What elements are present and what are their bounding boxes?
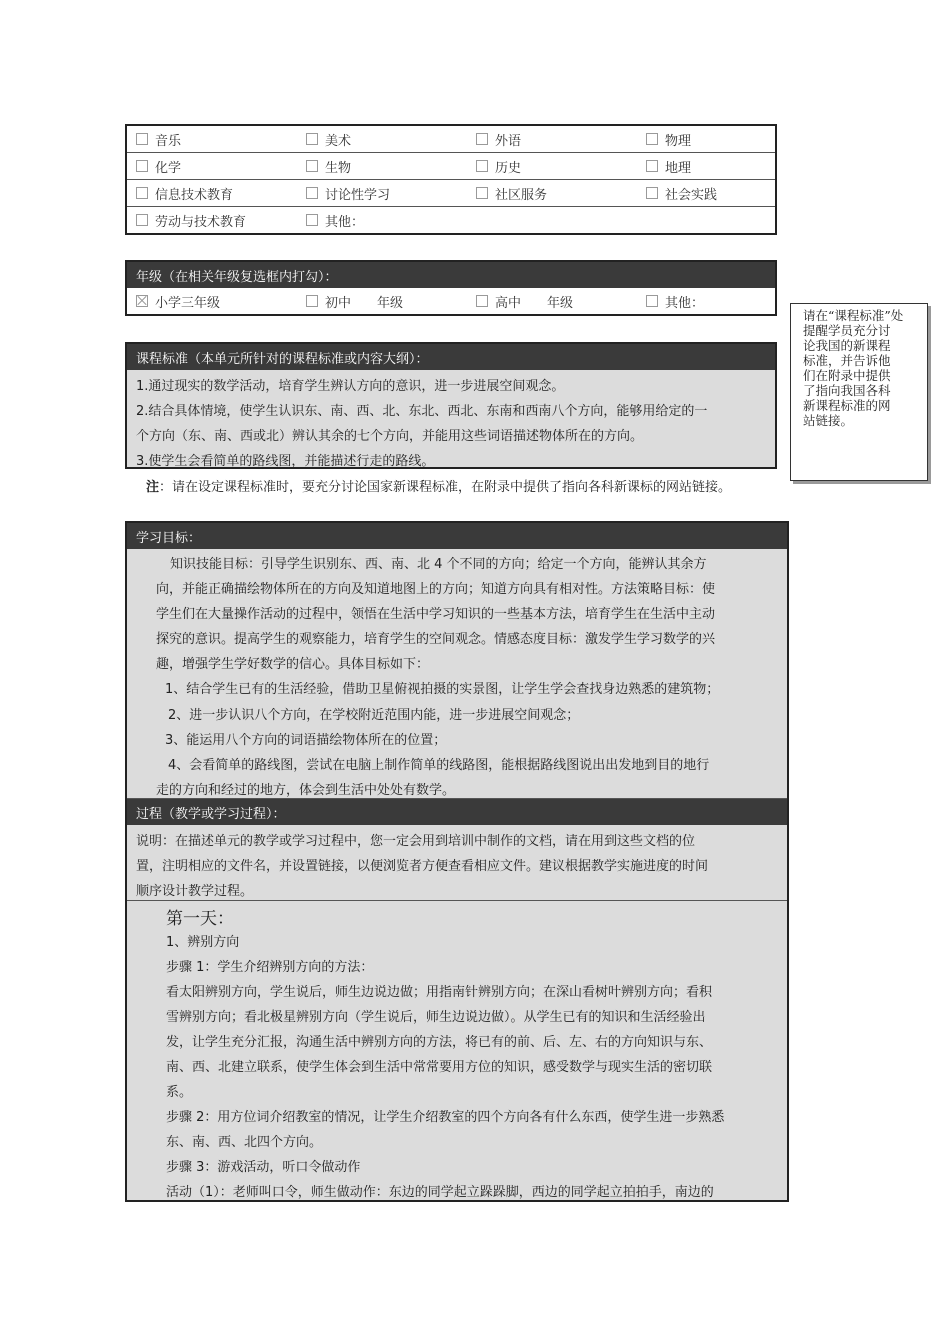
checkbox-icon[interactable] xyxy=(476,133,488,145)
subject-option[interactable] xyxy=(136,207,246,233)
subject-label: 劳动与技术教育 xyxy=(155,214,247,230)
subject-option[interactable] xyxy=(306,126,351,152)
note-label: 注 xyxy=(146,480,160,495)
checkbox-icon[interactable] xyxy=(306,133,318,145)
objectives-header: 学习目标： xyxy=(127,523,787,549)
subject-label: 物理 xyxy=(665,133,692,149)
process-line: 南、西、北建立联系，使学生体会到生活中常常要用方位的知识，感受数学与现实生活的密切联 xyxy=(166,1060,713,1075)
callout-line: 请在“课程标准”处 xyxy=(803,308,904,323)
subject-row xyxy=(127,207,775,234)
callout-line: 了指向我国各科 xyxy=(803,383,891,398)
standard-line: 个方向（东、南、西或北）辨认其余的七个方向，并能用这些词语描述物体所在的方向。 xyxy=(136,429,644,444)
process-line: 雪辨别方向；看北极星辨别方向（学生说后，师生边说边做）。从学生已有的知识和生活经验出 xyxy=(166,1010,706,1025)
objective-line: 探究的意识。提高学生的观察能力，培育学生的空间观念。情感态度目标：激发学生学习数学的兴 xyxy=(156,632,716,647)
subject-label: 生物 xyxy=(325,160,352,176)
process-line: 步骤 3：游戏活动，听口令做动作 xyxy=(166,1160,361,1175)
subject-option[interactable] xyxy=(476,153,521,179)
main-table xyxy=(125,521,789,1202)
process-line: 1、辨别方向 xyxy=(166,935,240,950)
process-header: 过程（教学或学习过程）： xyxy=(127,799,787,825)
subject-option[interactable] xyxy=(476,126,521,152)
objective-line: 2、进一步认识八个方向，在学校附近范围内能，进一步进展空间观念； xyxy=(168,708,580,723)
process-desc-line: 置，注明相应的文件名，并设置链接，以便浏览者方便查看相应文件。建议根据教学实施进度的时间 xyxy=(136,859,709,874)
checked-box-icon[interactable] xyxy=(136,295,148,307)
checkbox-icon[interactable] xyxy=(476,187,488,199)
standard-table xyxy=(125,342,777,469)
checkbox-icon[interactable] xyxy=(136,214,148,226)
checkbox-icon[interactable] xyxy=(306,160,318,172)
objective-line: 向，并能正确描绘物体所在的方向及知道地图上的方向；知道方向具有相对性。方法策略目标：使 xyxy=(156,582,716,597)
checkbox-icon[interactable] xyxy=(646,187,658,199)
grade-label: 初中 年级 xyxy=(325,295,404,311)
note-text: ：请在设定课程标准时，要充分讨论国家新课程标准，在附录中提供了指向各科新课标的网站链接。 xyxy=(159,480,732,495)
grade-option[interactable] xyxy=(136,288,220,314)
checkbox-icon[interactable] xyxy=(306,214,318,226)
objective-line: 学生们在大量操作活动的过程中，领悟在生活中学习知识的一些基本方法，培育学生在生活中主动 xyxy=(156,607,716,622)
subject-option[interactable] xyxy=(306,207,364,233)
process-line: 看太阳辨别方向，学生说后，师生边说边做；用指南针辨别方向；在深山看树叶辨别方向；看积 xyxy=(166,985,713,1000)
checkbox-icon[interactable] xyxy=(136,160,148,172)
grade-table xyxy=(125,260,777,316)
objective-line: 走的方向和经过的地方，体会到生活中处处有数学。 xyxy=(156,783,456,798)
process-line: 步骤 2：用方位词介绍教室的情况，让学生介绍教室的四个方向各有什么东西，使学生进一步熟悉 xyxy=(166,1110,725,1125)
subject-option[interactable] xyxy=(136,180,233,206)
process-line: 系。 xyxy=(166,1085,193,1100)
objective-line: 趣，增强学生学好数学的信心。具体目标如下： xyxy=(156,657,430,672)
grade-label: 小学三年级 xyxy=(155,295,221,311)
callout-line: 论我国的新课程 xyxy=(803,338,891,353)
subject-row xyxy=(127,126,775,153)
process-description xyxy=(127,825,787,901)
subject-row xyxy=(127,180,775,207)
objective-line: 1、结合学生已有的生活经验，借助卫星俯视拍摄的实景图，让学生学会查找身边熟悉的建筑物； xyxy=(165,682,720,697)
checkbox-icon[interactable] xyxy=(476,160,488,172)
checkbox-icon[interactable] xyxy=(306,295,318,307)
standard-note xyxy=(146,476,731,495)
process-line: 发，让学生充分汇报，沟通生活中辨别方向的方法，将已有的前、后、左、右的方向知识与东、 xyxy=(166,1035,713,1050)
subject-label: 社区服务 xyxy=(495,187,548,203)
standard-line: 2.结合具体情境，使学生认识东、南、西、北、东北、西北、东南和西南八个方向，能够用给定的一 xyxy=(136,404,708,419)
subject-label: 讨论性学习 xyxy=(325,187,391,203)
callout-line: 标准，并告诉他 xyxy=(803,353,891,368)
subject-option[interactable] xyxy=(646,126,691,152)
callout-line: 新课程标准的网 xyxy=(803,398,891,413)
objective-line: 知识技能目标：引导学生识别东、西、南、北 4 个不同的方向；给定一个方向，能辨认其余方 xyxy=(170,557,707,572)
checkbox-icon[interactable] xyxy=(646,160,658,172)
reminder-callout xyxy=(790,303,928,481)
grade-row xyxy=(127,288,775,314)
grade-option[interactable] xyxy=(476,288,573,314)
subject-label: 美术 xyxy=(325,133,352,149)
standard-line: 1.通过现实的数学活动，培育学生辨认方向的意识，进一步进展空间观念。 xyxy=(136,379,565,394)
checkbox-icon[interactable] xyxy=(136,133,148,145)
grade-label: 高中 年级 xyxy=(495,295,574,311)
grade-option[interactable] xyxy=(646,288,704,314)
subject-option[interactable] xyxy=(306,180,390,206)
process-line: 东、南、西、北四个方向。 xyxy=(166,1135,323,1150)
subject-label: 信息技术教育 xyxy=(155,187,234,203)
checkbox-icon[interactable] xyxy=(306,187,318,199)
objectives-body xyxy=(127,549,787,799)
grade-header: 年级（在相关年级复选框内打勾）： xyxy=(127,262,775,288)
subject-label: 化学 xyxy=(155,160,182,176)
objective-line: 3、能运用八个方向的词语描绘物体所在的位置； xyxy=(165,733,447,748)
subject-option[interactable] xyxy=(646,180,717,206)
subject-option[interactable] xyxy=(136,153,181,179)
callout-line: 们在附录中提供 xyxy=(803,368,891,383)
subject-label: 外语 xyxy=(495,133,522,149)
subject-label: 社会实践 xyxy=(665,187,718,203)
subject-row xyxy=(127,153,775,180)
checkbox-icon[interactable] xyxy=(646,133,658,145)
subject-option[interactable] xyxy=(136,126,181,152)
subject-option[interactable] xyxy=(646,153,691,179)
checkbox-icon[interactable] xyxy=(136,187,148,199)
process-desc-line: 说明：在描述单元的教学或学习过程中，您一定会用到培训中制作的文档，请在用到这些文档的位 xyxy=(136,834,696,849)
callout-line: 站链接。 xyxy=(803,413,854,428)
grade-option[interactable] xyxy=(306,288,403,314)
subject-label: 地理 xyxy=(665,160,692,176)
subject-label: 历史 xyxy=(495,160,522,176)
subject-option[interactable] xyxy=(476,180,547,206)
grade-label: 其他： xyxy=(665,295,705,311)
standard-header: 课程标准（本单元所针对的课程标准或内容大纲）： xyxy=(127,344,775,370)
checkbox-icon[interactable] xyxy=(476,295,488,307)
subject-label: 音乐 xyxy=(155,133,182,149)
standard-line: 3.使学生会看简单的路线图，并能描述行走的路线。 xyxy=(136,454,435,469)
process-desc-line: 顺序设计教学过程。 xyxy=(136,884,254,899)
subject-table xyxy=(125,124,777,235)
callout-line: 提醒学员充分讨 xyxy=(803,323,891,338)
day-title: 第一天： xyxy=(166,909,234,929)
objective-line: 4、会看简单的路线图，尝试在电脑上制作简单的线路图，能根据路线图说出出发地到目的地行 xyxy=(168,758,710,773)
process-line: 活动（1）：老师叫口令，师生做动作：东边的同学起立跺跺脚，西边的同学起立拍拍手，南边的 xyxy=(166,1185,714,1200)
process-line: 步骤 1：学生介绍辨别方向的方法： xyxy=(166,960,374,975)
process-body xyxy=(127,901,787,1200)
checkbox-icon[interactable] xyxy=(646,295,658,307)
subject-option[interactable] xyxy=(306,153,351,179)
subject-label: 其他： xyxy=(325,214,365,230)
